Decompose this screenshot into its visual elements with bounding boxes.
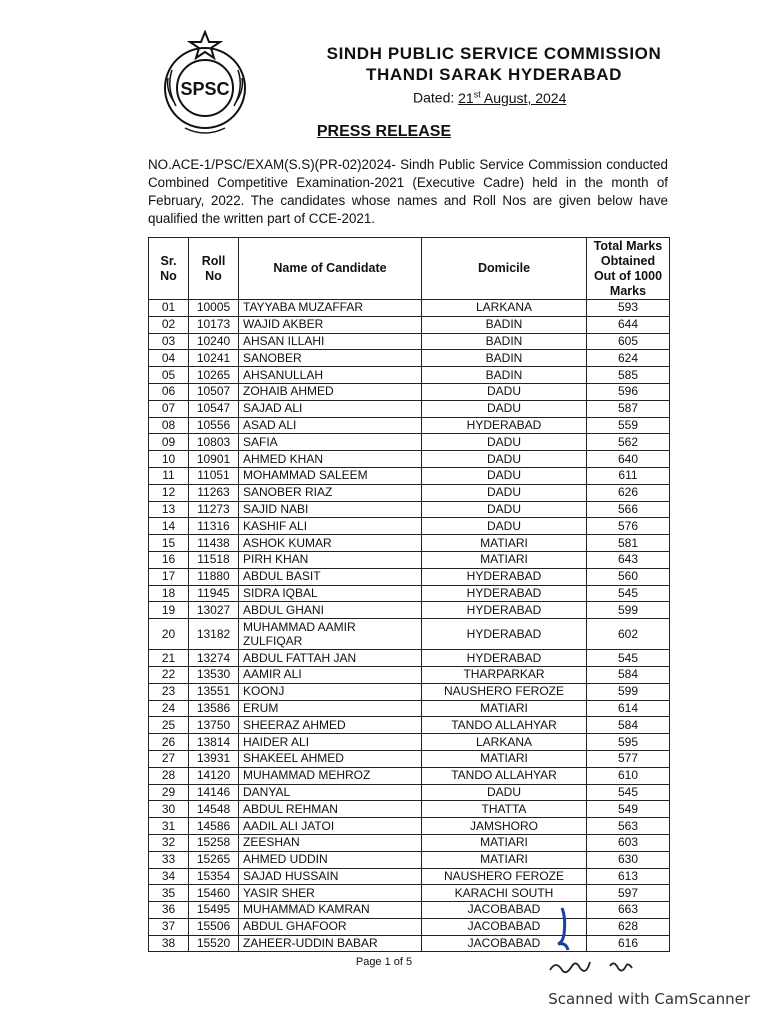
- cell-roll-no: 11273: [189, 501, 239, 518]
- cell-sr-no: 24: [149, 700, 189, 717]
- cell-roll-no: 15354: [189, 868, 239, 885]
- cell-domicile: HYDERABAD: [422, 568, 587, 585]
- table-row: [149, 434, 670, 451]
- cell-sr-no: 23: [149, 683, 189, 700]
- cell-marks: 596: [587, 383, 670, 400]
- header-sr-no: Sr. No: [149, 238, 189, 300]
- cell-name: KOONJ: [239, 683, 422, 700]
- table-row: [149, 683, 670, 700]
- cell-marks: 584: [587, 666, 670, 683]
- cell-marks: 643: [587, 551, 670, 568]
- cell-sr-no: 33: [149, 851, 189, 868]
- cell-name: AADIL ALI JATOI: [239, 818, 422, 835]
- cell-marks: 616: [587, 935, 670, 952]
- cell-name: SANOBER RIAZ: [239, 484, 422, 501]
- cell-name: SANOBER: [239, 350, 422, 367]
- cell-name: ABDUL FATTAH JAN: [239, 650, 422, 667]
- cell-marks: 614: [587, 700, 670, 717]
- cell-sr-no: 35: [149, 885, 189, 902]
- cell-roll-no: 11880: [189, 568, 239, 585]
- page-number: Page 1 of 5: [355, 956, 413, 968]
- cell-domicile: DADU: [422, 451, 587, 468]
- cell-roll-no: 15520: [189, 935, 239, 952]
- cell-marks: 611: [587, 467, 670, 484]
- cell-marks: 640: [587, 451, 670, 468]
- cell-marks: 559: [587, 417, 670, 434]
- table-header-row: [149, 238, 670, 300]
- cell-domicile: DADU: [422, 518, 587, 535]
- table-row: [149, 501, 670, 518]
- cell-sr-no: 08: [149, 417, 189, 434]
- cell-name: SAJID NABI: [239, 501, 422, 518]
- cell-sr-no: 04: [149, 350, 189, 367]
- table-row: [149, 518, 670, 535]
- cell-domicile: TANDO ALLAHYAR: [422, 767, 587, 784]
- cell-sr-no: 07: [149, 400, 189, 417]
- cell-roll-no: 10173: [189, 316, 239, 333]
- cell-domicile: JACOBABAD: [422, 902, 587, 919]
- handwritten-signature: [540, 900, 650, 990]
- organization-address: THANDI SARAK HYDERABAD: [366, 65, 622, 84]
- cell-marks: 599: [587, 683, 670, 700]
- table-row: [149, 535, 670, 552]
- table-row: [149, 383, 670, 400]
- cell-marks: 610: [587, 767, 670, 784]
- cell-sr-no: 20: [149, 619, 189, 650]
- cell-domicile: HYDERABAD: [422, 585, 587, 602]
- document-date: Dated: 21st August, 2024: [413, 89, 567, 106]
- cell-name: ABDUL REHMAN: [239, 801, 422, 818]
- cell-marks: 584: [587, 717, 670, 734]
- cell-domicile: MATIARI: [422, 551, 587, 568]
- cell-domicile: TANDO ALLAHYAR: [422, 717, 587, 734]
- table-row: [149, 451, 670, 468]
- table-row: [149, 650, 670, 667]
- cell-marks: 585: [587, 367, 670, 384]
- cell-name: MUHAMMAD KAMRAN: [239, 902, 422, 919]
- cell-marks: 593: [587, 300, 670, 317]
- results-table: [148, 237, 670, 952]
- cell-name: ABDUL GHANI: [239, 602, 422, 619]
- cell-domicile: MATIARI: [422, 535, 587, 552]
- cell-sr-no: 15: [149, 535, 189, 552]
- cell-domicile: HYDERABAD: [422, 650, 587, 667]
- cell-name: ERUM: [239, 700, 422, 717]
- cell-name: WAJID AKBER: [239, 316, 422, 333]
- cell-domicile: JACOBABAD: [422, 935, 587, 952]
- table-row: [149, 868, 670, 885]
- table-row: [149, 801, 670, 818]
- cell-sr-no: 10: [149, 451, 189, 468]
- table-row: [149, 717, 670, 734]
- cell-name: SAJAD HUSSAIN: [239, 868, 422, 885]
- scanner-watermark: Scanned with CamScanner: [548, 990, 750, 1008]
- cell-name: ASHOK KUMAR: [239, 535, 422, 552]
- cell-name: SHEERAZ AHMED: [239, 717, 422, 734]
- cell-domicile: MATIARI: [422, 750, 587, 767]
- cell-roll-no: 10547: [189, 400, 239, 417]
- cell-sr-no: 19: [149, 602, 189, 619]
- cell-name: AHSAN ILLAHI: [239, 333, 422, 350]
- header-marks: Total Marks Obtained Out of 1000 Marks: [587, 238, 670, 300]
- cell-sr-no: 21: [149, 650, 189, 667]
- table-row: [149, 818, 670, 835]
- cell-roll-no: 10240: [189, 333, 239, 350]
- cell-marks: 549: [587, 801, 670, 818]
- cell-domicile: DADU: [422, 434, 587, 451]
- table-row: [149, 734, 670, 751]
- cell-domicile: LARKANA: [422, 300, 587, 317]
- cell-roll-no: 13027: [189, 602, 239, 619]
- cell-name: MUHAMMAD AAMIR ZULFIQAR: [239, 619, 422, 650]
- cell-name: SAFIA: [239, 434, 422, 451]
- cell-roll-no: 10265: [189, 367, 239, 384]
- cell-domicile: DADU: [422, 501, 587, 518]
- cell-marks: 595: [587, 734, 670, 751]
- header-roll-no: Roll No: [189, 238, 239, 300]
- cell-marks: 581: [587, 535, 670, 552]
- cell-marks: 605: [587, 333, 670, 350]
- cell-marks: 644: [587, 316, 670, 333]
- cell-roll-no: 15506: [189, 918, 239, 935]
- cell-marks: 624: [587, 350, 670, 367]
- cell-roll-no: 10241: [189, 350, 239, 367]
- cell-roll-no: 13182: [189, 619, 239, 650]
- table-row: [149, 851, 670, 868]
- cell-name: AHMED KHAN: [239, 451, 422, 468]
- header-domicile: Domicile: [422, 238, 587, 300]
- cell-domicile: MATIARI: [422, 851, 587, 868]
- cell-roll-no: 15258: [189, 834, 239, 851]
- organization-name: SINDH PUBLIC SERVICE COMMISSION: [326, 44, 662, 63]
- table-row: [149, 666, 670, 683]
- cell-name: YASIR SHER: [239, 885, 422, 902]
- cell-name: AHSANULLAH: [239, 367, 422, 384]
- cell-name: SIDRA IQBAL: [239, 585, 422, 602]
- cell-marks: 562: [587, 434, 670, 451]
- cell-sr-no: 29: [149, 784, 189, 801]
- cell-marks: 560: [587, 568, 670, 585]
- cell-roll-no: 13586: [189, 700, 239, 717]
- cell-marks: 630: [587, 851, 670, 868]
- cell-domicile: DADU: [422, 383, 587, 400]
- table-row: [149, 417, 670, 434]
- cell-domicile: THARPARKAR: [422, 666, 587, 683]
- cell-roll-no: 14548: [189, 801, 239, 818]
- cell-sr-no: 30: [149, 801, 189, 818]
- cell-name: MUHAMMAD MEHROZ: [239, 767, 422, 784]
- cell-name: TAYYABA MUZAFFAR: [239, 300, 422, 317]
- table-body: [149, 300, 670, 952]
- cell-sr-no: 13: [149, 501, 189, 518]
- cell-domicile: DADU: [422, 400, 587, 417]
- table-row: [149, 350, 670, 367]
- cell-roll-no: 10803: [189, 434, 239, 451]
- cell-domicile: DADU: [422, 784, 587, 801]
- press-release-paragraph: NO.ACE-1/PSC/EXAM(S.S)(PR-02)2024- Sindh Public Service Commission conducted Combined Competitive Examination-2021 (Executive Cadre) held in the month of February, 2022. The candidates whose names and Roll Nos are given below have qualified the written part of CCE-2021.: [148, 157, 668, 226]
- cell-roll-no: 13274: [189, 650, 239, 667]
- table-row: [149, 767, 670, 784]
- cell-roll-no: 13931: [189, 750, 239, 767]
- cell-name: HAIDER ALI: [239, 734, 422, 751]
- cell-marks: 545: [587, 784, 670, 801]
- cell-name: KASHIF ALI: [239, 518, 422, 535]
- cell-sr-no: 34: [149, 868, 189, 885]
- cell-marks: 577: [587, 750, 670, 767]
- cell-sr-no: 12: [149, 484, 189, 501]
- cell-roll-no: 13551: [189, 683, 239, 700]
- cell-name: SHAKEEL AHMED: [239, 750, 422, 767]
- cell-marks: 663: [587, 902, 670, 919]
- cell-domicile: HYDERABAD: [422, 619, 587, 650]
- cell-domicile: BADIN: [422, 350, 587, 367]
- page-title: PRESS RELEASE: [316, 123, 452, 140]
- cell-roll-no: 14120: [189, 767, 239, 784]
- cell-roll-no: 11438: [189, 535, 239, 552]
- table-row: [149, 619, 670, 650]
- cell-marks: 563: [587, 818, 670, 835]
- table-row: [149, 484, 670, 501]
- cell-domicile: JAMSHORO: [422, 818, 587, 835]
- table-row: [149, 300, 670, 317]
- cell-name: ZAHEER-UDDIN BABAR: [239, 935, 422, 952]
- cell-domicile: JACOBABAD: [422, 918, 587, 935]
- cell-roll-no: 11316: [189, 518, 239, 535]
- cell-roll-no: 13814: [189, 734, 239, 751]
- cell-sr-no: 14: [149, 518, 189, 535]
- cell-name: PIRH KHAN: [239, 551, 422, 568]
- cell-marks: 587: [587, 400, 670, 417]
- cell-domicile: BADIN: [422, 333, 587, 350]
- table-row: [149, 834, 670, 851]
- header-name: Name of Candidate: [239, 238, 422, 300]
- cell-name: ABDUL BASIT: [239, 568, 422, 585]
- cell-roll-no: 13530: [189, 666, 239, 683]
- cell-sr-no: 05: [149, 367, 189, 384]
- cell-domicile: THATTA: [422, 801, 587, 818]
- cell-name: ZOHAIB AHMED: [239, 383, 422, 400]
- table-row: [149, 700, 670, 717]
- table-row: [149, 585, 670, 602]
- cell-roll-no: 15265: [189, 851, 239, 868]
- cell-domicile: DADU: [422, 467, 587, 484]
- cell-marks: 545: [587, 585, 670, 602]
- cell-sr-no: 01: [149, 300, 189, 317]
- table-row: [149, 316, 670, 333]
- cell-name: MOHAMMAD SALEEM: [239, 467, 422, 484]
- cell-roll-no: 10901: [189, 451, 239, 468]
- cell-roll-no: 15460: [189, 885, 239, 902]
- cell-sr-no: 38: [149, 935, 189, 952]
- table-row: [149, 333, 670, 350]
- table-row: [149, 750, 670, 767]
- cell-marks: 576: [587, 518, 670, 535]
- cell-name: ASAD ALI: [239, 417, 422, 434]
- cell-name: ABDUL GHAFOOR: [239, 918, 422, 935]
- cell-roll-no: 11945: [189, 585, 239, 602]
- cell-sr-no: 27: [149, 750, 189, 767]
- cell-marks: 602: [587, 619, 670, 650]
- cell-name: AAMIR ALI: [239, 666, 422, 683]
- cell-sr-no: 37: [149, 918, 189, 935]
- cell-marks: 626: [587, 484, 670, 501]
- cell-name: AHMED UDDIN: [239, 851, 422, 868]
- table-row: [149, 400, 670, 417]
- cell-sr-no: 32: [149, 834, 189, 851]
- table-row: [149, 568, 670, 585]
- table-row: [149, 467, 670, 484]
- cell-roll-no: 11263: [189, 484, 239, 501]
- cell-domicile: HYDERABAD: [422, 602, 587, 619]
- cell-sr-no: 36: [149, 902, 189, 919]
- cell-domicile: KARACHI SOUTH: [422, 885, 587, 902]
- table-row: [149, 784, 670, 801]
- cell-sr-no: 31: [149, 818, 189, 835]
- cell-name: SAJAD ALI: [239, 400, 422, 417]
- svg-text:SPSC: SPSC: [180, 79, 230, 99]
- cell-domicile: DADU: [422, 484, 587, 501]
- cell-sr-no: 22: [149, 666, 189, 683]
- cell-domicile: BADIN: [422, 316, 587, 333]
- cell-domicile: NAUSHERO FEROZE: [422, 683, 587, 700]
- cell-sr-no: 09: [149, 434, 189, 451]
- cell-domicile: NAUSHERO FEROZE: [422, 868, 587, 885]
- cell-roll-no: 14586: [189, 818, 239, 835]
- cell-sr-no: 17: [149, 568, 189, 585]
- cell-roll-no: 10005: [189, 300, 239, 317]
- cell-roll-no: 13750: [189, 717, 239, 734]
- cell-sr-no: 26: [149, 734, 189, 751]
- cell-roll-no: 11518: [189, 551, 239, 568]
- table-row: [149, 367, 670, 384]
- cell-sr-no: 06: [149, 383, 189, 400]
- cell-sr-no: 16: [149, 551, 189, 568]
- cell-marks: 597: [587, 885, 670, 902]
- cell-marks: 613: [587, 868, 670, 885]
- cell-marks: 603: [587, 834, 670, 851]
- cell-roll-no: 10507: [189, 383, 239, 400]
- cell-sr-no: 11: [149, 467, 189, 484]
- cell-marks: 545: [587, 650, 670, 667]
- cell-domicile: MATIARI: [422, 834, 587, 851]
- cell-marks: 628: [587, 918, 670, 935]
- cell-name: DANYAL: [239, 784, 422, 801]
- cell-marks: 599: [587, 602, 670, 619]
- cell-domicile: MATIARI: [422, 700, 587, 717]
- cell-sr-no: 03: [149, 333, 189, 350]
- cell-roll-no: 11051: [189, 467, 239, 484]
- cell-domicile: LARKANA: [422, 734, 587, 751]
- cell-roll-no: 10556: [189, 417, 239, 434]
- cell-sr-no: 25: [149, 717, 189, 734]
- table-row: [149, 602, 670, 619]
- cell-roll-no: 14146: [189, 784, 239, 801]
- cell-sr-no: 02: [149, 316, 189, 333]
- cell-marks: 566: [587, 501, 670, 518]
- cell-domicile: BADIN: [422, 367, 587, 384]
- cell-domicile: HYDERABAD: [422, 417, 587, 434]
- cell-roll-no: 15495: [189, 902, 239, 919]
- cell-sr-no: 18: [149, 585, 189, 602]
- cell-sr-no: 28: [149, 767, 189, 784]
- table-row: [149, 551, 670, 568]
- cell-name: ZEESHAN: [239, 834, 422, 851]
